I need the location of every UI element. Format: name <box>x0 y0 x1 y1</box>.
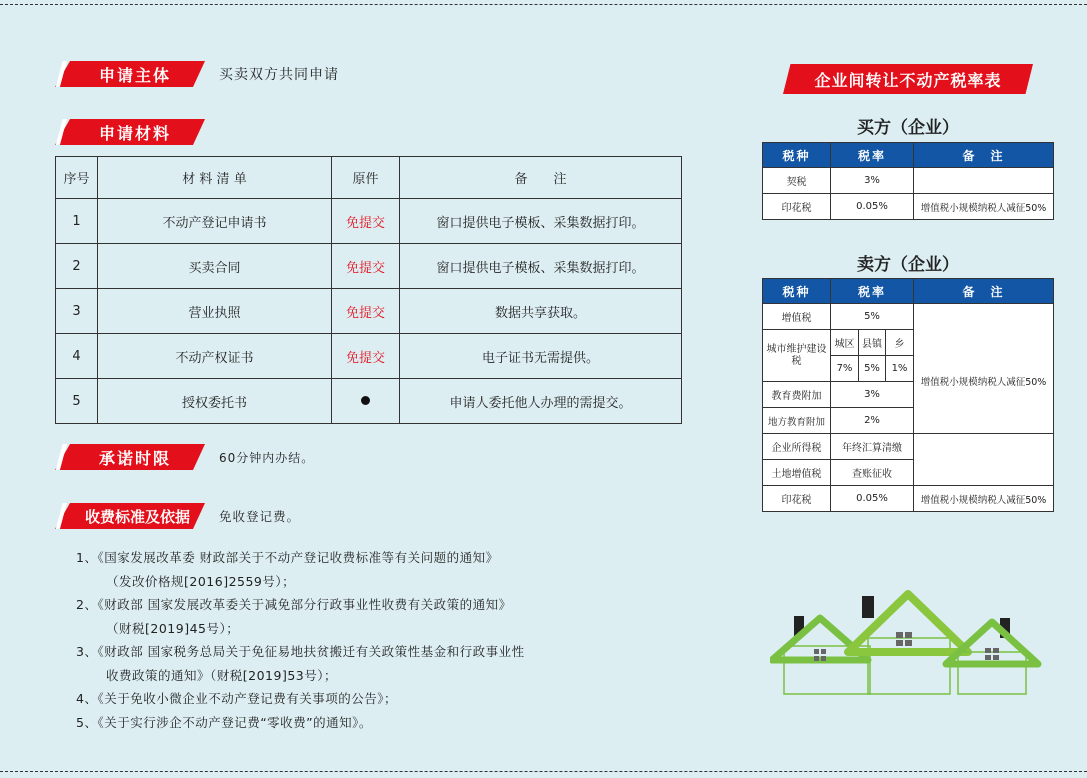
row-name: 不动产登记申请书 <box>98 199 332 244</box>
reference-line: 4、《关于免收小微企业不动产登记费有关事项的公告》； <box>76 691 397 706</box>
time-limit-title: 承诺时限 <box>99 448 172 468</box>
reference-line: 2、《财政部 国家发展改革委关于减免部分行政事业性收费有关政策的通知》 <box>76 597 512 612</box>
row-no: 4 <box>56 334 98 379</box>
tax-type: 城市维护建设税 <box>763 330 831 382</box>
tax-note: 增值税小规模纳税人减征50% <box>914 194 1054 220</box>
tax-rate: 5% <box>831 304 914 330</box>
col-header-type: 税种 <box>763 143 831 168</box>
row-note: 数据共享获取。 <box>400 289 682 334</box>
col-header-original: 原件 <box>332 157 400 199</box>
col-header-note: 备 注 <box>914 143 1054 168</box>
seller-title: 卖方（企业） <box>857 255 959 275</box>
table-row <box>56 244 682 289</box>
table-row <box>56 334 682 379</box>
row-name: 营业执照 <box>98 289 332 334</box>
row-name: 买卖合同 <box>98 244 332 289</box>
reference-line: 3、《财政部 国家税务总局关于免征易地扶贫搬迁有关政策性基金和行政事业性 <box>76 644 525 659</box>
row-no: 2 <box>56 244 98 289</box>
materials-table <box>55 156 682 424</box>
col-header-rate: 税率 <box>831 143 914 168</box>
buyer-tax-table <box>762 142 1054 220</box>
row-note: 窗口提供电子模板、采集数据打印。 <box>400 199 682 244</box>
col-header-type: 税种 <box>763 279 831 304</box>
tax-type: 印花税 <box>763 486 831 512</box>
col-header-name: 材 料 清 单 <box>98 157 332 199</box>
houses-illustration-icon <box>770 588 1060 700</box>
urban-col-township: 乡 <box>886 330 914 356</box>
table-row <box>763 194 1054 220</box>
col-header-note: 备 注 <box>914 279 1054 304</box>
tax-rate: 0.05% <box>831 194 914 220</box>
table-row <box>56 199 682 244</box>
fee-references <box>76 546 525 734</box>
reference-line: （发改价格规[2016]2559号）； <box>106 573 296 589</box>
urban-rate-city: 7% <box>831 356 859 382</box>
row-no: 5 <box>56 379 98 424</box>
subject-banner <box>55 61 205 87</box>
tax-type: 增值税 <box>763 304 831 330</box>
section-materials <box>55 119 205 145</box>
urban-rate-county: 5% <box>859 356 886 382</box>
row-note: 电子证书无需提供。 <box>400 334 682 379</box>
time-limit-value: 60分钟内办结。 <box>219 450 315 465</box>
tax-note <box>914 434 1054 486</box>
reference-line: 收费政策的通知》（财税[2019]53号）； <box>106 667 337 683</box>
subject-value: 买卖双方共同申请 <box>219 67 339 83</box>
row-no: 1 <box>56 199 98 244</box>
reference-line: 1、《国家发展改革委 财政部关于不动产登记收费标准等有关问题的通知》 <box>76 550 499 565</box>
section-fees <box>55 503 300 529</box>
table-row <box>56 379 682 424</box>
urban-rate-township: 1% <box>886 356 914 382</box>
tax-rate: 年终汇算清缴 <box>831 434 914 460</box>
tax-type: 土地增值税 <box>763 460 831 486</box>
urban-col-county: 县镇 <box>859 330 886 356</box>
top-dashed-border <box>0 4 1087 5</box>
bottom-dashed-border <box>0 771 1087 772</box>
tax-note <box>914 304 1054 330</box>
table-row <box>56 289 682 334</box>
section-time-limit <box>55 444 314 470</box>
col-header-rate: 税率 <box>831 279 914 304</box>
tax-rate: 0.05% <box>831 486 914 512</box>
row-original: 免提交 <box>332 199 400 244</box>
section-subject <box>55 61 339 87</box>
seller-header-row <box>763 279 1054 304</box>
tax-type: 契税 <box>763 168 831 194</box>
col-header-no: 序号 <box>56 157 98 199</box>
tax-note: 增值税小规模纳税人减征50% <box>914 486 1054 512</box>
reference-line: （财税[2019]45号）； <box>106 620 240 636</box>
row-original: 免提交 <box>332 289 400 334</box>
tax-rate: 3% <box>831 382 914 408</box>
time-limit-banner <box>55 444 205 470</box>
required-dot-icon <box>361 396 370 405</box>
tax-title-banner <box>783 64 1033 94</box>
tax-rate: 2% <box>831 408 914 434</box>
row-note: 申请人委托他人办理的需提交。 <box>400 379 682 424</box>
tax-rate: 查账征收 <box>831 460 914 486</box>
table-row <box>763 168 1054 194</box>
row-original <box>332 379 400 424</box>
group-note: 增值税小规模纳税人减征50% <box>914 330 1054 434</box>
tax-type: 印花税 <box>763 194 831 220</box>
fees-value: 免收登记费。 <box>219 509 301 524</box>
urban-col-city: 城区 <box>831 330 859 356</box>
materials-header-row <box>56 157 682 199</box>
fees-title: 收费标准及依据 <box>85 507 191 526</box>
materials-title: 申请材料 <box>99 123 172 143</box>
reference-line: 5、《关于实行涉企不动产登记费“零收费”的通知》。 <box>76 714 372 730</box>
tax-type: 企业所得税 <box>763 434 831 460</box>
tax-note <box>914 168 1054 194</box>
table-row <box>763 434 1054 460</box>
table-row <box>763 330 1054 356</box>
table-row <box>763 486 1054 512</box>
row-name: 授权委托书 <box>98 379 332 424</box>
fees-banner <box>55 503 205 529</box>
materials-banner <box>55 119 205 145</box>
subject-title: 申请主体 <box>99 65 172 85</box>
table-row <box>763 304 1054 330</box>
tax-title: 企业间转让不动产税率表 <box>814 70 1002 90</box>
buyer-header-row <box>763 143 1054 168</box>
tax-rate: 3% <box>831 168 914 194</box>
row-no: 3 <box>56 289 98 334</box>
row-original: 免提交 <box>332 334 400 379</box>
tax-type: 地方教育附加 <box>763 408 831 434</box>
row-name: 不动产权证书 <box>98 334 332 379</box>
tax-type: 教育费附加 <box>763 382 831 408</box>
row-note: 窗口提供电子模板、采集数据打印。 <box>400 244 682 289</box>
row-original: 免提交 <box>332 244 400 289</box>
col-header-note: 备 注 <box>400 157 682 199</box>
seller-tax-table <box>762 278 1054 512</box>
buyer-title: 买方（企业） <box>857 118 959 138</box>
